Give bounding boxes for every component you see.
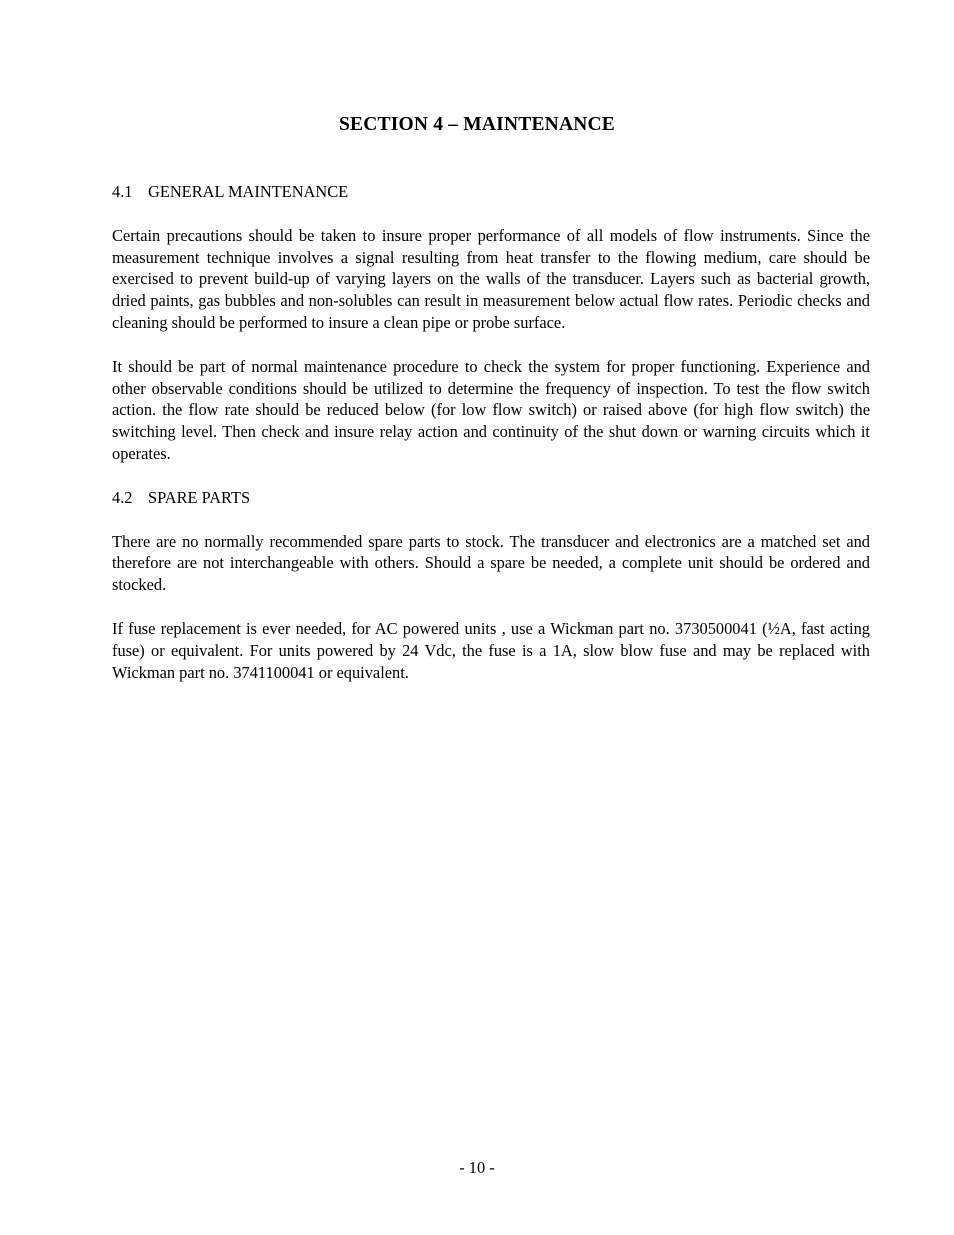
subsection-title: GENERAL MAINTENANCE bbox=[148, 182, 349, 201]
subsection-number: 4.2 bbox=[112, 487, 133, 507]
document-body bbox=[112, 181, 870, 705]
subsection-heading-general-maintenance bbox=[112, 181, 870, 203]
paragraph-spare-parts: There are no normally recommended spare parts to stock. The transducer and electronics are a matched set and therefore are not interchangeable with others. Should a spare be needed, a complete unit should be ordered and stocked. bbox=[112, 531, 870, 595]
page-number: - 10 - bbox=[459, 1158, 495, 1177]
subsection-heading-spare-parts bbox=[112, 487, 870, 509]
paragraph-inspection: It should be part of normal maintenance procedure to check the system for proper functioning. Experience and other observable conditions should be utilized to determine the frequency of inspection. To test the flow switch action. the flow rate should be reduced below (for low flow switch) or raised above (for high flow switch) the switching level. Then check and insure relay action and continuity of the shut down or warning circuits which it operates. bbox=[112, 356, 870, 463]
subsection-number: 4.1 bbox=[112, 182, 133, 201]
paragraph-fuse-replacement: If fuse replacement is ever needed, for AC powered units , use a Wickman part no. 3730500041 (½A, fast acting fuse) or equivalent. For units powered by 24 Vdc, the fuse is a 1A, slow blow fuse and may be replaced with Wickman part no. 3741100041 or equivalent. bbox=[112, 618, 870, 682]
section-title: SECTION 4 – MAINTENANCE bbox=[338, 114, 615, 135]
subsection-title: SPARE PARTS bbox=[148, 487, 251, 507]
paragraph-precautions: Certain precautions should be taken to insure proper performance of all models of flow instruments. Since the measurement technique involves a signal resulting from heat transfer to the flowing medium, care should be exercised to prevent build-up of varying layers on the walls of the transducer. Layers such as bacterial growth, dried paints, gas bubbles and non-solubles can result in measurement below actual flow rates. Periodic checks and cleaning should be performed to insure a clean pipe or probe surface. bbox=[112, 225, 870, 332]
